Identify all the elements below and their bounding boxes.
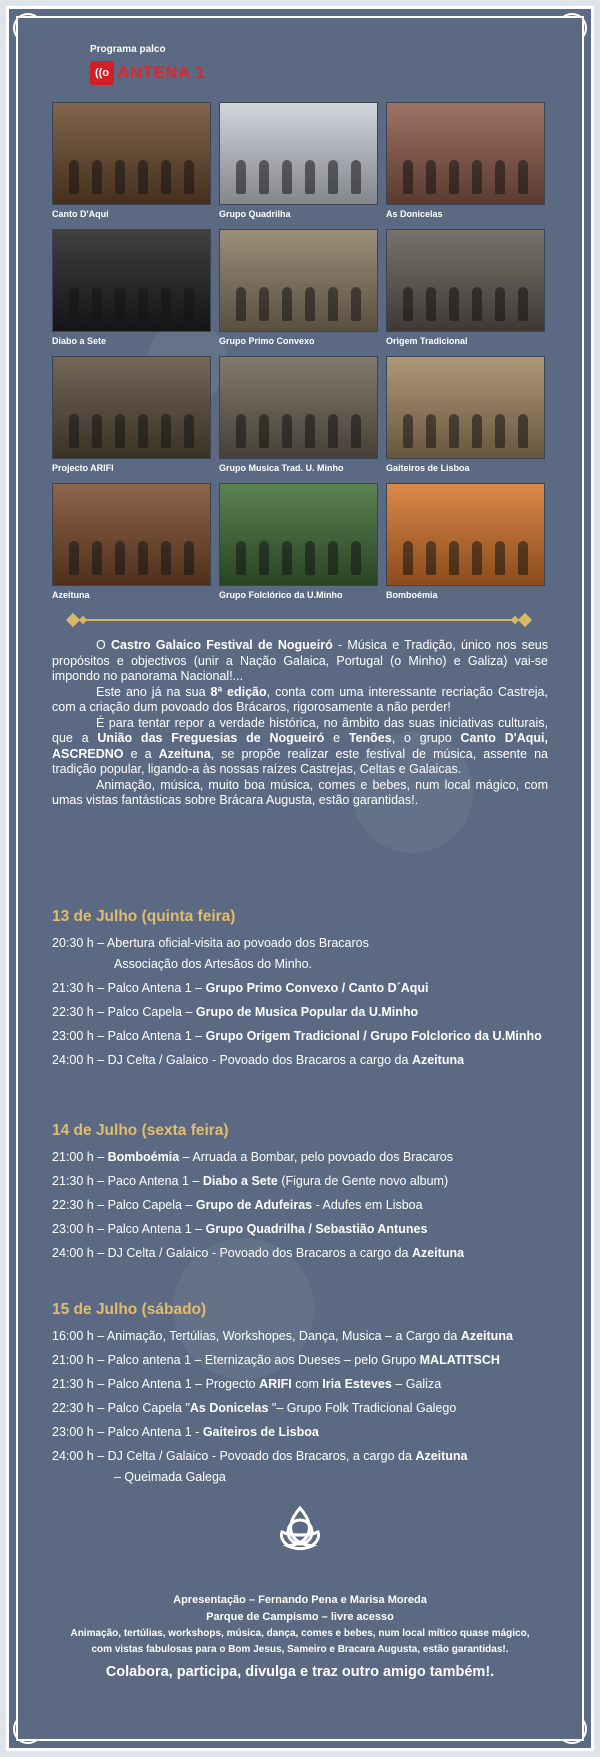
group-card xyxy=(386,356,545,483)
group-caption: Origem Tradicional xyxy=(386,336,468,346)
group-card xyxy=(219,229,378,356)
schedule-event: 24:00 h – DJ Celta / Galaico - Povoado dos Bracaros a cargo da Azeituna xyxy=(52,1246,465,1260)
group-photo xyxy=(219,483,378,586)
schedule-event: 23:00 h – Palco Antena 1 - Gaiteiros de Lisboa xyxy=(52,1425,319,1439)
group-caption: Grupo Quadrilha xyxy=(219,209,291,219)
group-caption: As Donicelas xyxy=(386,209,443,219)
schedule-event: Associação dos Artesãos do Minho. xyxy=(114,957,313,971)
intro-paragraph: É para tentar repor a verdade histórica, no âmbito das suas iniciativas culturais, que a União das Freguesias de Nogueiró e Tenões, o grupo Canto D'Aqui, ASCREDNO e a Azeituna, se propõe realizar este festival de música, assente na tradição popular, ligando-a às nossas raízes Castrejas, Celtas e Galaicas. xyxy=(52,715,548,776)
logo-text: ANTENA 1 xyxy=(117,63,206,82)
schedule-event: 20:30 h – Abertura oficial-visita ao povoado dos Bracaros xyxy=(52,936,369,950)
group-caption: Grupo Musica Trad. U. Minho xyxy=(219,463,344,473)
schedule-event: 24:00 h – DJ Celta / Galaico - Povoado dos Bracaros, a cargo da Azeituna xyxy=(52,1449,468,1463)
group-card xyxy=(219,356,378,483)
intro-text xyxy=(52,638,548,809)
schedule-event: 21:00 h – Palco antena 1 – Eternização aos Dueses – pelo Grupo MALATITSCH xyxy=(52,1353,500,1367)
day-title: 14 de Julho (sexta feira) xyxy=(52,1122,229,1139)
footer-line-3: Animação, tertúlias, workshops, música, dança, comes e bebes, num local mítico quase mágico, xyxy=(70,1628,530,1639)
footer-line-4: com vistas fabulosas para o Bom Jesus, Sameiro e Bracara Augusta, estão garantidas!. xyxy=(91,1644,509,1655)
group-card xyxy=(52,356,211,483)
group-photo xyxy=(52,483,211,586)
antena1-logo xyxy=(90,61,205,85)
day-schedule xyxy=(52,1301,548,1494)
schedule-event: 22:30 h – Palco Capela – Grupo de Musica Popular da U.Minho xyxy=(52,1005,419,1019)
group-photo xyxy=(386,229,545,332)
triquetra-icon xyxy=(272,1502,328,1558)
schedule-event: 24:00 h – DJ Celta / Galaico - Povoado dos Bracaros a cargo da Azeituna xyxy=(52,1053,465,1067)
group-photo xyxy=(52,356,211,459)
ornamental-divider xyxy=(66,613,532,627)
schedule-event: 21:30 h – Paco Antena 1 – Diabo a Sete (Figura de Gente novo album) xyxy=(52,1174,449,1188)
group-photo xyxy=(219,229,378,332)
day-schedule xyxy=(52,908,548,1077)
day-title: 15 de Julho (sábado) xyxy=(52,1301,207,1318)
schedule-event: 16:00 h – Animação, Tertúlias, Workshopes, Dança, Musica – a Cargo da Azeituna xyxy=(52,1329,513,1343)
programa-label: Programa palco xyxy=(90,44,166,55)
schedule-event: 23:00 h – Palco Antena 1 – Grupo Origem Tradicional / Grupo Folclorico da U.Minho xyxy=(52,1029,542,1043)
group-caption: Grupo Folclórico da U.Minho xyxy=(219,590,343,600)
group-card xyxy=(52,229,211,356)
group-photo xyxy=(52,102,211,205)
group-card xyxy=(219,102,378,229)
slogan: Colabora, participa, divulga e traz outro amigo também!. xyxy=(105,1664,495,1680)
group-card xyxy=(219,483,378,610)
group-caption: Bomboémia xyxy=(386,590,438,600)
group-card xyxy=(386,229,545,356)
schedule-event: 22:30 h – Palco Capela "As Donicelas "– Grupo Folk Tradicional Galego xyxy=(52,1401,457,1415)
group-caption: Grupo Primo Convexo xyxy=(219,336,315,346)
group-photo xyxy=(52,229,211,332)
footer xyxy=(30,1592,570,1680)
schedule-event: 21:30 h – Palco Antena 1 – Grupo Primo Convexo / Canto D´Aqui xyxy=(52,981,429,995)
group-caption: Azeituna xyxy=(52,590,90,600)
group-photo xyxy=(219,356,378,459)
day-schedule xyxy=(52,1122,548,1270)
header xyxy=(90,44,205,85)
schedule-event: – Queimada Galega xyxy=(114,1470,226,1484)
group-card xyxy=(386,102,545,229)
schedule-event: 23:00 h – Palco Antena 1 – Grupo Quadrilha / Sebastião Antunes xyxy=(52,1222,428,1236)
group-photo xyxy=(386,356,545,459)
group-photo xyxy=(386,483,545,586)
radio-wave-icon: ((o xyxy=(90,61,114,85)
group-photo-grid xyxy=(52,102,548,610)
intro-paragraph: O Castro Galaico Festival de Nogueiró - Música e Tradição, único nos seus propósitos e objectivos (unir a Nação Galaica, Portugal (o Minho) e Galiza) vai-se impondo no panorama Nacional!... xyxy=(52,638,548,683)
intro-paragraph: Este ano já na sua 8ª edição, conta com uma interessante recriação Castreja, com a criação dum povoado dos Brácaros, rigorosamente a não perder! xyxy=(52,684,548,714)
group-caption: Gaiteiros de Lisboa xyxy=(386,463,470,473)
day-title: 13 de Julho (quinta feira) xyxy=(52,908,236,925)
group-photo xyxy=(386,102,545,205)
group-caption: Diabo a Sete xyxy=(52,336,107,346)
group-photo xyxy=(219,102,378,205)
group-card xyxy=(52,102,211,229)
group-caption: Projecto ARIFI xyxy=(52,463,114,473)
presenters-line: Apresentação – Fernando Pena e Marisa Moreda xyxy=(173,1594,427,1606)
schedule-event: 21:30 h – Palco Antena 1 – Progecto ARIFI com Iria Esteves – Galiza xyxy=(52,1377,442,1391)
camping-line: Parque de Campismo – livre acesso xyxy=(206,1611,394,1623)
group-card xyxy=(386,483,545,610)
schedule-event: 21:00 h – Bomboémia – Arruada a Bombar, pelo povoado dos Bracaros xyxy=(52,1150,453,1164)
group-caption: Canto D'Aqui xyxy=(52,209,109,219)
intro-paragraph: Animação, música, muito boa música, comes e bebes, num local mágico, com umas vistas fantásticas sobre Brácara Augusta, estão garantidas!. xyxy=(52,777,548,807)
group-card xyxy=(52,483,211,610)
schedule-event: 22:30 h – Palco Capela – Grupo de Adufeiras - Adufes em Lisboa xyxy=(52,1198,423,1212)
